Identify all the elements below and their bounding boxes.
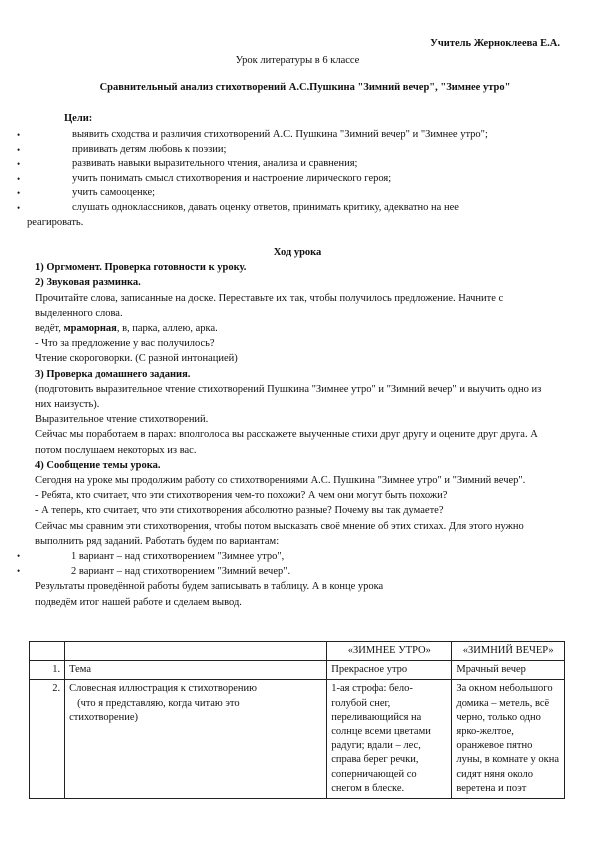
section-3-text: (подготовить выразительное чтение стихотворений Пушкина "Зимнее утро" и "Зимний вечер" и выучить одно из них наизусть). <box>35 383 542 411</box>
section-3-heading: 3) Проверка домашнего задания. <box>35 368 191 380</box>
lesson-subtitle: Урок литературы в 6 классе <box>235 55 360 66</box>
lesson-heading: Ход урока <box>273 247 322 258</box>
bullet-icon: • <box>17 173 21 184</box>
section-2-text: Прочитайте слова, записанные на доске. Переставьте их так, чтобы получилось предложение. Начните с выделенного слова. <box>35 292 504 319</box>
table-cell <box>65 642 327 661</box>
goal-item <box>0 172 560 187</box>
section-2-words <box>35 321 560 336</box>
column-header-morning: «ЗИМНЕЕ УТРО» <box>327 642 452 661</box>
row-number: 1. <box>30 661 65 680</box>
row-criterion: Тема <box>65 661 327 680</box>
goal-item <box>0 186 560 201</box>
teacher-name: Учитель Жерноклеева Е.А. <box>430 38 560 49</box>
bullet-icon: • <box>17 566 21 577</box>
cell-evening: За окном небольшого домика – метель, всё черно, только одно ярко-желтое, оранжевое пятно луны, в комнате у окна сидят няня около веретена и поэт <box>452 680 565 799</box>
goal-item <box>0 143 560 158</box>
goal-text: учить понимать смысл стихотворения и настроение лирического героя; <box>72 172 392 184</box>
bullet-icon: • <box>17 202 21 213</box>
section-3-text-3: Сейчас мы поработаем в парах: вполголоса вы расскажете выученные стихи друг другу и оцените друг друга. А потом послушаем некоторых из вас. <box>35 429 538 456</box>
comparison-table <box>29 641 565 799</box>
section-2-note: Чтение скороговорки. (С разной интонацией) <box>35 353 238 365</box>
bullet-icon: • <box>17 144 21 155</box>
section-2-heading: 2) Звуковая разминка. <box>35 277 141 289</box>
highlighted-word: мраморная <box>63 323 117 335</box>
variant-text: 1 вариант – над стихотворением "Зимнее утро", <box>71 551 285 563</box>
goals-list <box>0 128 560 230</box>
goal-text: слушать одноклассников, давать оценку ответов, принимать критику, адекватно на нее <box>72 201 459 213</box>
variant-item <box>17 549 560 564</box>
table-cell <box>30 642 65 661</box>
bullet-icon: • <box>17 551 21 562</box>
variant-list <box>17 549 560 579</box>
words-part-1: ведёт, <box>35 323 64 335</box>
column-header-evening: «ЗИМНИЙ ВЕЧЕР» <box>452 642 565 661</box>
section-4-text-6: подведём итог нашей работе и сделаем вывод. <box>35 596 242 608</box>
bullet-icon: • <box>17 188 21 199</box>
variant-text: 2 вариант – над стихотворением "Зимний вечер". <box>71 566 291 578</box>
goal-item <box>0 201 560 230</box>
bullet-icon: • <box>17 159 21 170</box>
goals-heading: Цели: <box>64 113 93 124</box>
section-2-question: - Что за предложение у вас получилось? <box>35 338 215 350</box>
section-4-text-5: Результаты проведённой работы будем записывать в таблицу. А в конце урока <box>35 581 384 593</box>
section-1-heading: 1) Оргмомент. Проверка готовности к уроку. <box>35 262 247 274</box>
cell-morning: Прекрасное утро <box>327 661 452 680</box>
words-part-2: , в, парка, аллею, арка. <box>116 323 218 335</box>
lesson-topic: Сравнительный анализ стихотворений А.С.Пушкина "Зимний вечер", "Зимнее утро" <box>99 82 511 93</box>
goal-item <box>0 128 560 143</box>
section-3-text-2: Выразительное чтение стихотворений. <box>35 414 209 426</box>
section-4-heading: 4) Сообщение темы урока. <box>35 459 161 471</box>
goal-item <box>0 157 560 172</box>
row-criterion: Словесная иллюстрация к стихотворению <box>69 683 258 695</box>
goal-text: развивать навыки выразительного чтения, анализа и сравнения; <box>72 158 358 170</box>
cell-evening: Мрачный вечер <box>452 661 565 680</box>
row-criterion-note-2: стихотворение) <box>69 711 138 723</box>
section-4-text-2: - Ребята, кто считает, что эти стихотворения чем-то похожи? А чем они могут быть похожи? <box>35 490 448 502</box>
goal-text: учить самооценке; <box>72 187 156 199</box>
goal-text: выявить сходства и различия стихотворений А.С. Пушкина "Зимний вечер" и "Зимнее утро"; <box>72 129 488 140</box>
section-4-text-1: Сегодня на уроке мы продолжим работу со стихотворениями А.С. Пушкина "Зимнее утро" и "Зимний вечер". <box>35 475 526 487</box>
goal-text: прививать детям любовь к поэзии; <box>72 143 227 155</box>
bullet-icon: • <box>17 130 21 140</box>
variant-item <box>17 564 560 579</box>
row-criterion-cell <box>65 680 327 799</box>
table-header-row <box>30 642 565 661</box>
section-4-text-4: Сейчас мы сравним эти стихотворения, чтобы потом высказать своё мнение об этих стихах. Для этого нужно выполнить ряд заданий. Работать будем по вариантам: <box>35 520 524 547</box>
cell-morning: 1-ая строфа: бело-голубой снег, переливающийся на солнце всеми цветами радуги; вдали – лес, справа берег речки, соперничающей со снегом в блеске. <box>327 680 452 799</box>
row-number: 2. <box>30 680 65 799</box>
lesson-body <box>17 245 560 610</box>
table-row <box>30 680 565 799</box>
table-row <box>30 661 565 680</box>
section-4-text-3: - А теперь, кто считает, что эти стихотворения абсолютно разные? Почему вы так думаете? <box>35 505 444 517</box>
row-criterion-note: (что я представляю, когда читаю это <box>77 697 240 709</box>
goal-continuation: реагировать. <box>27 216 84 228</box>
